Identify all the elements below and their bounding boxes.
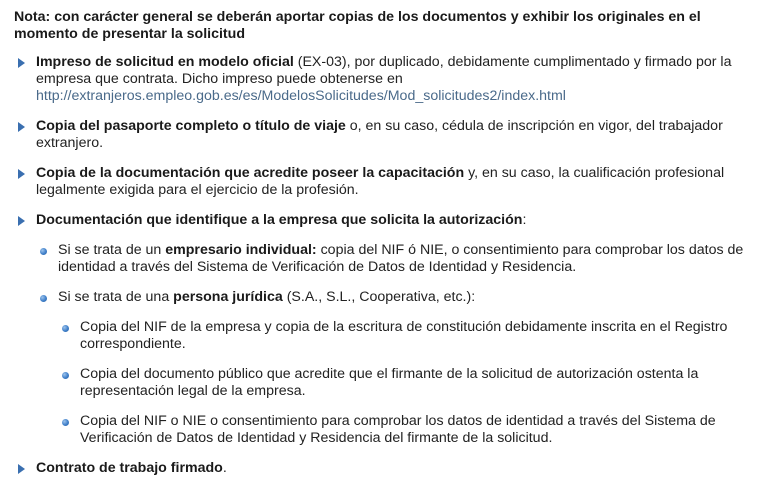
list-item-capacitacion	[14, 165, 750, 199]
list-item-contrato	[14, 460, 750, 477]
round-bullet-icon	[40, 248, 47, 255]
item-text: Copia del NIF o NIE o consentimiento para comprobar los datos de identidad a través del Sistema de Verificación de Datos de Identidad y Residencia del firmante de la solicitud.	[80, 413, 716, 446]
note-heading: Nota: con carácter general se deberán aportar copias de los documentos y exhibir los originales en el momento de presentar la solicitud	[14, 9, 701, 42]
item-text: .	[222, 460, 227, 476]
round-bullet-icon	[62, 419, 69, 426]
triangle-bullet-icon	[18, 464, 25, 474]
item-text: Copia del NIF de la empresa y copia de la escritura de constitución debidamente inscrita en el Registro correspondiente.	[80, 319, 728, 352]
item-bold: Documentación que identifique a la empresa que solicita la autorización	[36, 212, 523, 228]
triangle-bullet-icon	[18, 216, 25, 226]
modelos-solicitudes-link[interactable]: http://extranjeros.empleo.gob.es/es/ModelosSolicitudes/Mod_solicitudes2/index.html	[36, 88, 566, 104]
sub-sublist-item	[58, 319, 750, 353]
sublist-item-empresario	[36, 242, 750, 276]
item-bold: persona jurídica	[173, 289, 283, 305]
item-prefix: Si se trata de una	[58, 289, 174, 305]
triangle-bullet-icon	[18, 58, 25, 68]
item-text: (EX-03), por duplicado, debidamente cumplimentado y firmado por la empresa que contrata. Dicho impreso puede obtenerse en	[36, 54, 732, 87]
item-bold: Impreso de solicitud en modelo oficial	[36, 54, 294, 70]
item-text: :	[522, 212, 527, 228]
round-bullet-icon	[62, 372, 69, 379]
item-bold: Contrato de trabajo firmado	[36, 460, 223, 476]
requirements-list	[14, 54, 750, 477]
item-text: y, en su caso, la cualificación profesional legalmente exigida para el ejercicio de la profesión.	[36, 165, 725, 198]
list-item-pasaporte	[14, 118, 750, 152]
triangle-bullet-icon	[18, 122, 25, 132]
sublist-item-persona-juridica	[36, 289, 750, 447]
round-bullet-icon	[40, 295, 47, 302]
list-item-empresa	[14, 212, 750, 447]
item-prefix: Si se trata de un	[58, 242, 166, 258]
item-text: Copia del documento público que acredite que el firmante de la solicitud de autorización ostenta la representación legal de la empresa.	[80, 366, 699, 399]
item-text: copia del NIF ó NIE, o consentimiento para comprobar los datos de identidad a través del Sistema de Verificación de Datos de Identidad y Residencia.	[58, 242, 744, 275]
item-text: (S.A., S.L., Cooperativa, etc.):	[282, 289, 476, 305]
triangle-bullet-icon	[18, 169, 25, 179]
item-bold: Copia del pasaporte completo o título de viaje	[36, 118, 346, 134]
persona-juridica-sublist	[58, 319, 750, 447]
round-bullet-icon	[62, 325, 69, 332]
item-bold: Copia de la documentación que acredite poseer la capacitación	[36, 165, 465, 181]
item-bold: empresario individual:	[165, 242, 317, 258]
list-item-impreso	[14, 54, 750, 105]
item-text: o, en su caso, cédula de inscripción en vigor, del trabajador extranjero.	[36, 118, 723, 151]
empresa-sublist	[36, 242, 750, 447]
sub-sublist-item	[58, 413, 750, 447]
sub-sublist-item	[58, 366, 750, 400]
